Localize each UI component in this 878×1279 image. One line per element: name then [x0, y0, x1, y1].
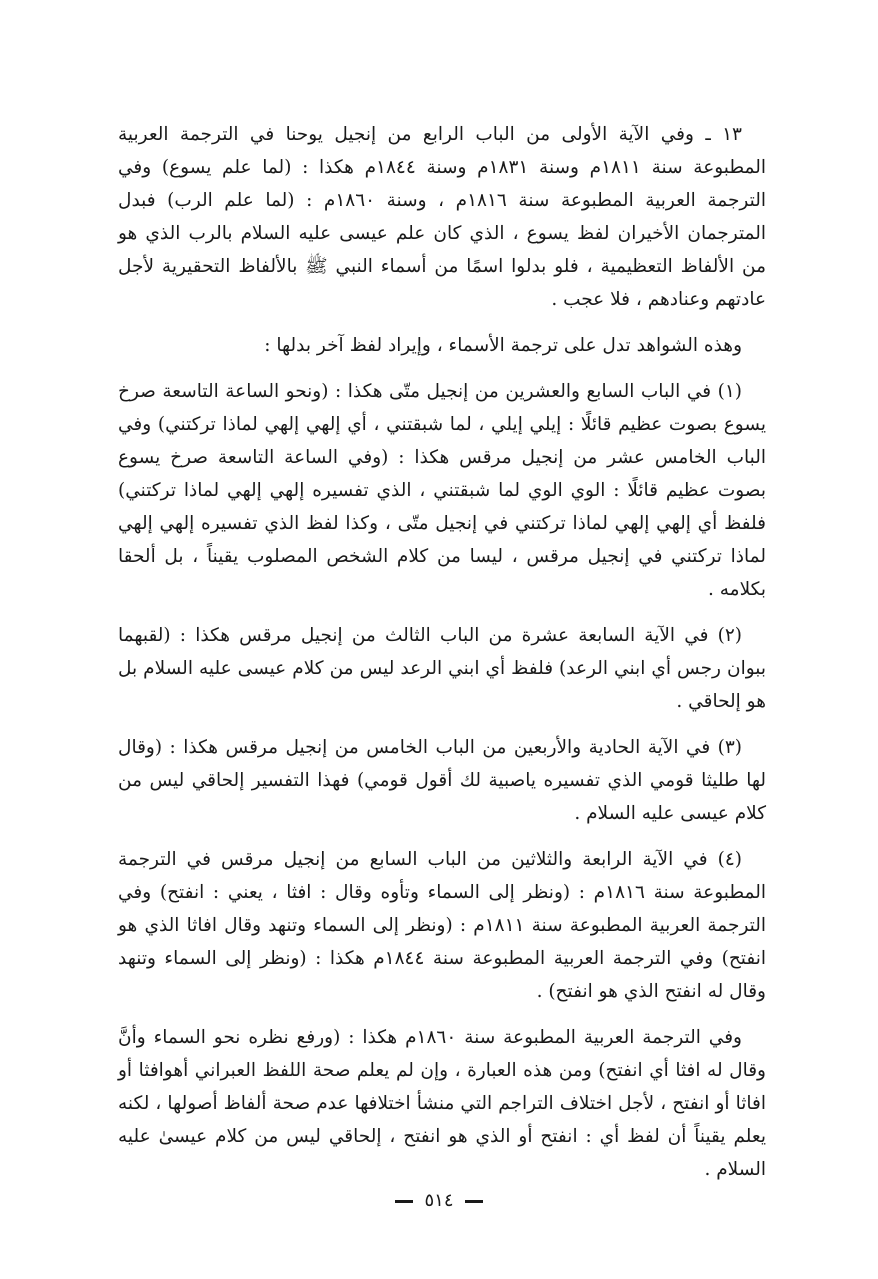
footer-dash-left	[395, 1200, 413, 1203]
paragraph-2-mark-3: (٢) في الآية السابعة عشرة من الباب الثالث من إنجيل مرقس هكذا : (لقبهما ببوان رجس أي ابني الرعد) فلفظ أي ابني الرعد ليس من كلام عيسى عليه السلام بل هو إلحاقي .	[118, 625, 766, 712]
page-footer	[0, 1190, 878, 1211]
paragraph-1860-translation: وفي الترجمة العربية المطبوعة سنة ١٨٦٠م هكذا : (ورفع نظره نحو السماء وأنَّ وقال له افثا أي انفتح) ومن هذه العبارة ، وإن لم يعلم صحة اللفظ العبراني أهوافثا أو افاثا أو انفتح ، لأجل اختلاف التراجم التي منشأ اختلافها عدم صحة ألفاظ أصولها ، لكنه يعلم يقيناً أن لفظ أي : انفتح أو الذي هو انفتح ، إلحاقي ليس من كلام عيسىٰ عليه السلام .	[118, 1027, 766, 1180]
paragraph-1-matthew-27: (١) في الباب السابع والعشرين من إنجيل متّى هكذا : (ونحو الساعة التاسعة صرخ يسوع بصوت عظيم قائلًا : إيلي إيلي ، لما شبقتني ، أي إلهي إلهي لماذا تركتني) وفي الباب الخامس عشر من إنجيل مرقس هكذا : (وفي الساعة التاسعة صرخ يسوع بصوت عظيم قائلًا : الوي الوي لما شبقتني ، الذي تفسيره إلهي إلهي لماذا تركتني) فلفظ أي إلهي إلهي لماذا تركتني في إنجيل متّى ، وكذا لفظ الذي تفسيره إلهي إلهي لماذا تركتني في إنجيل مرقس ، ليسا من كلام الشخص المصلوب يقيناً ، بل ألحقا بكلامه .	[118, 381, 766, 600]
paragraph-3-mark-5: (٣) في الآية الحادية والأربعين من الباب الخامس من إنجيل مرقس هكذا : (وقال لها طليثا قومي الذي تفسيره ياصبية لك أقول قومي) فهذا التفسير إلحاقي ليس من كلام عيسى عليه السلام .	[118, 737, 766, 824]
page-body	[118, 118, 766, 1199]
page-number: ٥١٤	[424, 1190, 454, 1211]
paragraph-4-mark-7: (٤) في الآية الرابعة والثلاثين من الباب السابع من إنجيل مرقس في الترجمة المطبوعة سنة ١٨١٦م : (ونظر إلى السماء وتأوه وقال : افثا ، يعني : انفتح) وفي الترجمة العربية المطبوعة سنة ١٨١١م : (ونظر إلى السماء وتنهد وقال افاثا الذي هو انفتح) وفي الترجمة العربية المطبوعة سنة ١٨٤٤م هكذا : (ونظر إلى السماء وتنهد وقال له انفتح الذي هو انفتح) .	[118, 849, 767, 1002]
paragraph-intro-evidence: وهذه الشواهد تدل على ترجمة الأسماء ، وإيراد لفظ آخر بدلها :	[264, 335, 742, 356]
footer-dash-right	[465, 1200, 483, 1203]
paragraph-13-gospel-john: ١٣ ـ وفي الآية الأولى من الباب الرابع من إنجيل يوحنا في الترجمة العربية المطبوعة سنة ١٨١١م وسنة ١٨٣١م وسنة ١٨٤٤م هكذا : (لما علم يسوع) وفي الترجمة العربية المطبوعة سنة ١٨١٦م ، وسنة ١٨٦٠م : (لما علم الرب) فبدل المترجمان الأخيران لفظ يسوع ، الذي كان علم عيسى عليه السلام بالرب الذي هو من الألفاظ التعظيمية ، فلو بدلوا اسمًا من أسماء النبي ﷺ بالألفاظ التحقيرية لأجل عادتهم وعنادهم ، فلا عجب .	[118, 124, 767, 310]
